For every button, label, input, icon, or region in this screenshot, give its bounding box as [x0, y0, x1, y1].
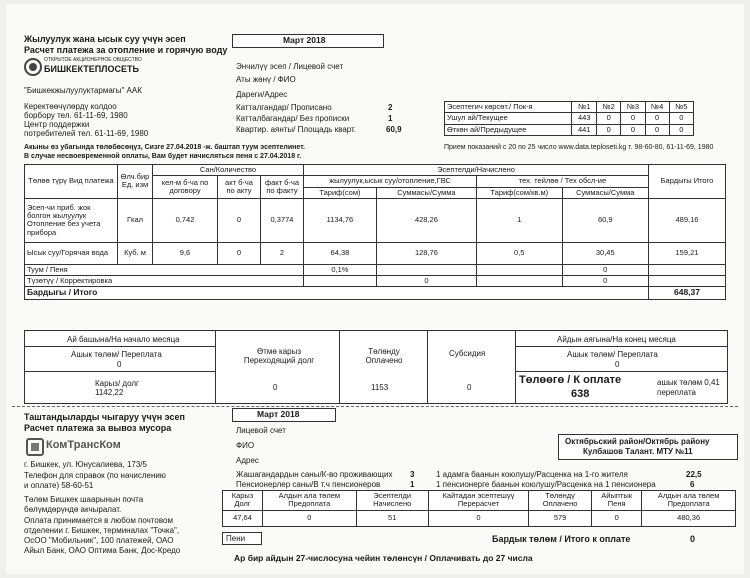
meter-cell: 0: [597, 124, 621, 135]
meter-cell: 0: [621, 113, 645, 124]
unregistered-value: 1: [388, 114, 393, 123]
charges-table: [24, 164, 726, 300]
charge-cell: 489,16: [649, 198, 726, 242]
col-header-sum: Суммасы/Сумма: [376, 187, 476, 198]
komtranskom-logo-icon: [26, 438, 44, 456]
empty-cell: [476, 264, 562, 275]
payment-info-line: отделении г. Бишкек, терминалах "Точка",: [24, 526, 180, 535]
meter-cell: 0: [669, 124, 693, 135]
garbage-col-header: Эсептелди Начислено: [356, 491, 428, 511]
table-row: [445, 124, 694, 135]
subsidy-label: Субсидия: [449, 349, 486, 358]
garbage-col-header: Кайтадан эсептешүү Перерасчет: [428, 491, 528, 511]
empty-cell: [376, 264, 476, 275]
col-header-accrued: Эсептелди/Начислено: [304, 165, 649, 176]
area-label: Квартир. аянты/ Площадь кварт.: [236, 125, 357, 134]
payment-deadline: Ар бир айдын 27-числосуна чейин төлөнсүн / Оплачивать до 27 числа: [234, 553, 533, 563]
meter-header: №1: [572, 102, 597, 113]
charge-cell: 2: [261, 242, 304, 264]
transit-section: [215, 331, 340, 403]
total-label: Бардыгы / Итого: [25, 287, 649, 299]
table-row: [25, 198, 726, 242]
meter-cell: Ушул ай/Текущее: [445, 113, 572, 124]
start-label: Ай башына/На начало месяца: [67, 335, 180, 344]
meter-cell: 0: [669, 113, 693, 124]
col-header-tech: тех. тейлөө / Тех обсл-ие: [476, 176, 648, 187]
garbage-col-header: Айыптык Пеня: [592, 491, 642, 511]
charge-cell: 159,21: [649, 242, 726, 264]
empty-cell: [476, 276, 562, 287]
correction-sum: 0: [376, 276, 476, 287]
paid-section: [339, 331, 428, 403]
debt-value: 1142,22: [95, 388, 124, 397]
area-value: 60,9: [386, 125, 402, 134]
rate-pens-value: 6: [690, 480, 695, 489]
total-value: 648,37: [649, 287, 726, 299]
meter-cell: 443: [572, 113, 597, 124]
garbage-address: г. Бишкек, ул. Юнусалиева, 173/5: [24, 460, 147, 469]
charge-cell: Гкал: [118, 198, 153, 242]
table-row: [25, 264, 726, 275]
end-overpay-value: 0: [615, 360, 620, 369]
transit-value: 0: [273, 383, 278, 392]
empty-cell: [304, 276, 377, 287]
charge-cell: 60,9: [562, 198, 648, 242]
garbage-total-label: Бардык төлөм / Итого к оплате: [492, 534, 631, 544]
col-header-type: Төлөө түрү Вид платежа: [25, 165, 118, 199]
charge-cell: 428,26: [376, 198, 476, 242]
district-line: Кулбашов Талант. МТУ №11: [583, 447, 693, 456]
residents-value: 3: [410, 470, 415, 479]
pay-label: Төлөөгө / К оплате: [519, 374, 622, 386]
paid-label: Төлөнду Оплачено: [365, 347, 403, 366]
payment-info-line: Төлөм Бишкек шаарынын почта: [24, 495, 144, 504]
end-month-section: [515, 331, 727, 403]
support-line: борбору тел. 61-11-69, 1980: [24, 111, 128, 120]
overpay-right-label: ашык төлөм 0,41: [657, 378, 720, 387]
meter-table: [444, 101, 694, 136]
garbage-cell: 0: [428, 510, 528, 526]
col-header-tariff: Тариф(сом): [304, 187, 377, 198]
meter-header: №2: [597, 102, 621, 113]
divider: [515, 371, 727, 372]
garbage-title-kg: Таштандыларды чыгаруу үчүн эсеп: [24, 412, 185, 422]
payment-info-line: Оплата принимается в любом почтовом: [24, 516, 173, 525]
garbage-penalty-label: Пени: [226, 534, 246, 543]
table-row: [25, 287, 726, 299]
charge-cell: 0,742: [153, 198, 218, 242]
charge-cell: 0: [218, 242, 261, 264]
debt-label: Карыз/ долг: [95, 379, 139, 388]
garbage-phone-line: Телефон для справок (по начислению: [24, 471, 166, 480]
company-kg: "Бишкекжылуулуктармагы" ААК: [24, 86, 142, 95]
divider: [515, 346, 727, 347]
correction-tech: 0: [562, 276, 648, 287]
charge-type: Эсеп-чи приб. жок болгон жылуулук Отопление без учета прибора: [25, 198, 118, 242]
charge-cell: 1: [476, 198, 562, 242]
meter-cell: 0: [645, 113, 669, 124]
pensioners-label: Пенсионерлер саны/В т.ч пенсионеров: [236, 480, 381, 489]
correction-label: Түзөтүү / Корректировка: [25, 276, 304, 287]
garbage-account-label: Лицевой счет: [236, 426, 286, 435]
garbage-period-box: [232, 408, 336, 422]
company-name: БИШКЕКТЕПЛОСЕТЬ: [44, 64, 139, 74]
end-overpay-label: Ашык төлөм/ Переплата: [567, 350, 658, 359]
account-label: Энчилүү эсеп / Лицевой счет: [236, 62, 344, 71]
col-header-tariff-m: Тариф(сом/кв.м): [476, 187, 562, 198]
heat-title-ru: Расчет платежа за отопление и горячую воду: [24, 45, 228, 55]
pay-value: 638: [571, 388, 590, 400]
garbage-col-header: Алдын ала төлем Предоплата: [262, 491, 356, 511]
garbage-cell: 47,64: [223, 510, 263, 526]
invoice-sheet: [6, 4, 744, 574]
fio-label: Аты жөнү / ФИО: [236, 75, 296, 84]
paid-value: 1153: [371, 383, 389, 392]
col-header-unit: Өлч.бир Ед. изм: [118, 165, 153, 199]
support-line: Керектөөчүлөрдү колдоо: [24, 102, 117, 111]
district-box: [558, 434, 738, 460]
unregistered-label: Катталбагандар/ Без прописки: [236, 114, 350, 123]
empty-cell: [649, 276, 726, 287]
charge-cell: 1134,76: [304, 198, 377, 242]
garbage-col-header: Алдын ала төлем Предоплата: [642, 491, 736, 511]
col-header-sum2: Суммасы/Сумма: [562, 187, 648, 198]
registered-value: 2: [388, 103, 393, 112]
garbage-address-label: Адрес: [236, 456, 259, 465]
table-row: [445, 113, 694, 124]
overpay-value: 0: [117, 360, 122, 369]
penalty-tech: 0: [562, 264, 648, 275]
address-label: Дареги/Адрес: [236, 90, 288, 99]
meter-cell: 0: [621, 124, 645, 135]
empty-cell: [649, 264, 726, 275]
balance-summary: [24, 330, 728, 404]
period: Март 2018: [283, 35, 326, 45]
registered-label: Катталгандар/ Прописано: [236, 103, 332, 112]
overpay-label: Ашык төлөм/ Переплата: [71, 350, 162, 359]
col-header-heat: жылуулук,ысык суу/отопление,ГВС: [304, 176, 477, 187]
charge-cell: 0,3774: [261, 198, 304, 242]
start-month-section: [25, 331, 216, 403]
payment-info-line: ОсОО "Мобильник", 100 платежей, ОАО: [24, 536, 174, 545]
penalty-rate: 0,1%: [304, 264, 377, 275]
notice-right: Прием показаний с 20 по 25 число www.data.teploseti.kg т. 98-60-80, 61-11-69, 1980: [444, 144, 714, 151]
charge-cell: 64,38: [304, 242, 377, 264]
rate-label: 1 адамга баанын коюлушу/Расценка на 1-го жителя: [436, 470, 628, 479]
subsidy-value: 0: [467, 383, 472, 392]
garbage-title-ru: Расчет платежа за вывоз мусора: [24, 423, 172, 433]
divider: [25, 371, 215, 372]
col-header-qty-norm: кел-м б-ча по договору: [153, 176, 218, 199]
company-caption: ОТКРЫТОЕ АКЦИОНЕРНОЕ ОБЩЕСТВО: [44, 57, 142, 63]
subsidy-section: [427, 331, 516, 403]
charge-cell: 128,76: [376, 242, 476, 264]
meter-header: №5: [669, 102, 693, 113]
charge-type: Ысык суу/Горячая вода: [25, 242, 118, 264]
garbage-cell: 0: [592, 510, 642, 526]
notice-ru: В случае несвоевременной оплаты, Вам будет начисляться пеня с 27.04.2018 г.: [24, 153, 302, 160]
charge-cell: 30,45: [562, 242, 648, 264]
table-row: [25, 276, 726, 287]
garbage-cell: 51: [356, 510, 428, 526]
garbage-phone-line: и оплате) 58-60-51: [24, 481, 94, 490]
support-line: потребителей тел. 61-11-69, 1980: [24, 129, 149, 138]
garbage-total-value: 0: [690, 534, 696, 544]
penalty-box: [222, 532, 262, 545]
penalty-label: Туум / Пеня: [25, 264, 304, 275]
garbage-cell: 579: [529, 510, 592, 526]
garbage-period: Март 2018: [257, 409, 300, 419]
garbage-company: КомТрансКом: [46, 439, 121, 451]
support-line: Центр поддержки: [24, 120, 90, 129]
garbage-col-header: Карыз Долг: [223, 491, 263, 511]
garbage-col-header: Төлөндү Оплачено: [529, 491, 592, 511]
heat-title-kg: Жылуулук жана ысык суу үчүн эсеп: [24, 34, 186, 44]
charge-cell: 0: [218, 198, 261, 242]
meter-cell: 0: [597, 113, 621, 124]
charge-cell: Куб. м: [118, 242, 153, 264]
garbage-cell: 0: [262, 510, 356, 526]
garbage-table: [222, 490, 736, 527]
garbage-fio-label: ФИО: [236, 441, 255, 450]
rate-pens-label: 1 пенсионерге баанын коюлушу/Расценка на 1 пенсионера: [436, 480, 656, 489]
meter-cell: 0: [645, 124, 669, 135]
meter-cell: 441: [572, 124, 597, 135]
col-header-qty-act: акт б-ча по акту: [218, 176, 261, 199]
col-header-qty: Сан/Количество: [153, 165, 304, 176]
meter-header: №4: [645, 102, 669, 113]
charge-cell: 0,5: [476, 242, 562, 264]
table-row: [25, 242, 726, 264]
meter-cell: Өткөн ай/Предыдущее: [445, 124, 572, 135]
table-row: [223, 510, 736, 526]
meter-header: №3: [621, 102, 645, 113]
col-header-qty-fact: факт б-ча по факту: [261, 176, 304, 199]
bishkekteploset-logo-icon: [24, 58, 42, 76]
garbage-cell: 480,36: [642, 510, 736, 526]
pensioners-value: 1: [410, 480, 415, 489]
col-header-total: Бардыгы Итого: [649, 165, 726, 199]
notice-kg: Акыны өз убагында төлөбөсөңүз, Сизге 27.04.2018 -ж. баштап туум эсептелинет.: [24, 144, 305, 151]
payment-info-line: Айыл Банк, ОАО Оптима Банк, Дос-Кредо: [24, 546, 181, 555]
charge-cell: 9,6: [153, 242, 218, 264]
cut-line: [12, 406, 738, 407]
payment-info-line: бөлүмдөрүндө акчыралат.: [24, 505, 122, 514]
end-label: Айдын аягына/На конец месяца: [557, 335, 676, 344]
residents-label: Жашагандардын саны/К-во проживающих: [236, 470, 393, 479]
transit-label: Өтмө карыз Переходящий долг: [243, 347, 315, 366]
divider: [25, 346, 215, 347]
meter-header: Эсептегич көрсөт./ Пок-я: [445, 102, 572, 113]
period-box: [232, 34, 384, 48]
overpay-right-sub: переплата: [657, 388, 696, 397]
rate-value: 22,5: [686, 470, 702, 479]
district-line: Октябрьский район/Октябрь району: [565, 437, 710, 446]
